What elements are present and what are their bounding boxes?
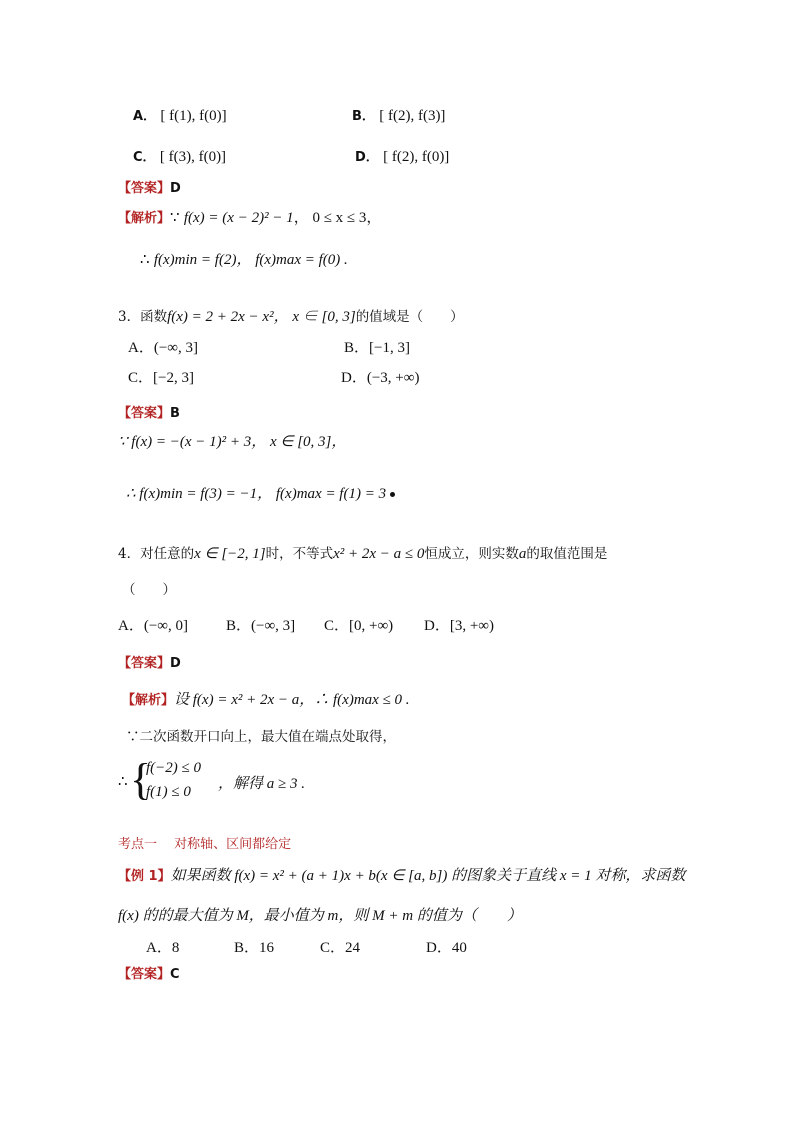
example1-option-b: B．16 xyxy=(234,940,275,956)
q3-option-c: C．[−2, 3] xyxy=(128,370,194,386)
q2-option-a-label: A． xyxy=(133,109,157,124)
q3-stem-math: f(x) = 2 + 2x − x² xyxy=(167,309,274,325)
q3-stem-prefix: 3．函数 xyxy=(118,309,168,325)
q2-option-b xyxy=(352,106,445,127)
q2-analysis-conclusion: f(x)min = f(2)， f(x)max = f(0) . xyxy=(153,252,348,268)
q4-answer xyxy=(118,653,181,674)
q4-answer-tag: 【答案】 xyxy=(118,656,171,671)
q3-answer-tag: 【答案】 xyxy=(118,406,171,421)
q3-stem-domain: ， x ∈ [0, 3] xyxy=(273,309,356,325)
therefore-symbol: ∴ xyxy=(118,774,128,790)
q2-analysis-line1 xyxy=(118,208,381,229)
q3-option-a: A．(−∞, 3] xyxy=(128,340,198,356)
q2-option-a-text: [ f(1), f(0)] xyxy=(160,108,227,124)
q4-option-b: B．(−∞, 3] xyxy=(226,618,296,634)
q3-answer xyxy=(118,403,180,424)
q3-solution-line2-text: ∴ f(x)min = f(3) = −1， f(x)max = f(1) = 3 xyxy=(126,486,387,502)
bullet-dot-icon xyxy=(390,492,395,497)
q4-stem-suffix: 恒成立，则实数 xyxy=(424,546,519,562)
q2-answer xyxy=(118,178,181,199)
example1-line1-text: 如果函数 f(x) = x² + (a + 1)x + b(x ∈ [a, b]) 的图象关于直线 x = 1 对称，求函数 xyxy=(170,868,686,884)
q3-answer-value: B xyxy=(170,406,180,421)
example1-option-d: D．40 xyxy=(426,940,467,956)
therefore-symbol: ∴ xyxy=(140,252,150,268)
q4-paren: （ ） xyxy=(122,582,176,598)
q2-answer-value: D xyxy=(170,181,181,196)
q4-option-d: D．[3, +∞) xyxy=(424,618,494,634)
q2-analysis-line2 xyxy=(140,250,348,270)
section-heading: 考点一 对称轴、区间都给定 xyxy=(118,837,292,852)
q4-analysis-line2: ∵二次函数开口向上，最大值在端点处取得， xyxy=(126,729,396,745)
q2-option-d-text: [ f(2), f(0)] xyxy=(383,149,450,165)
q2-option-c-text: [ f(3), f(0)] xyxy=(159,149,227,165)
q2-option-d xyxy=(355,147,449,168)
q4-stem-mid: 时，不等式 xyxy=(265,546,334,562)
q4-system-bottom: f(1) ≤ 0 xyxy=(146,784,191,800)
q2-option-b-label: B． xyxy=(352,109,375,124)
example1-answer-tag: 【答案】 xyxy=(118,967,171,982)
q3-option-b: B．[−1, 3] xyxy=(344,340,410,356)
example1-option-c: C．24 xyxy=(320,940,361,956)
q2-analysis-cond: ， 0 ≤ x ≤ 3， xyxy=(293,210,382,226)
q2-option-a xyxy=(133,106,227,127)
example1-option-a: A．8 xyxy=(146,940,180,956)
q2-analysis-tag: 【解析】 xyxy=(118,211,171,226)
example1-line1 xyxy=(118,866,685,887)
q4-stem-prefix: 4．对任意的 xyxy=(118,546,195,562)
q4-system-result: ，解得 a ≥ 3 . xyxy=(218,776,305,792)
left-brace-icon: { xyxy=(130,755,152,804)
q3-stem xyxy=(118,307,464,327)
q3-solution-line1: ∵ f(x) = −(x − 1)² + 3， x ∈ [0, 3]， xyxy=(118,434,347,450)
q3-stem-suffix: 的值域是（ ） xyxy=(355,309,464,325)
q4-answer-value: D xyxy=(170,656,181,671)
example1-tag: 【例 1】 xyxy=(118,869,171,884)
q2-option-c xyxy=(133,147,226,168)
q4-stem xyxy=(118,544,607,564)
q4-option-a: A．(−∞, 0] xyxy=(118,618,188,634)
q4-stem-math1: x ∈ [−2, 1] xyxy=(194,546,266,562)
q4-analysis-line1 xyxy=(122,690,410,711)
q4-analysis-line1-text: 设 f(x) = x² + 2x − a，∴ f(x)max ≤ 0 . xyxy=(174,692,410,708)
because-symbol: ∵ xyxy=(170,210,180,226)
q2-analysis-math: f(x) = (x − 2)² − 1 xyxy=(183,210,294,226)
q4-system xyxy=(118,755,418,806)
q4-stem-end: 的取值范围是 xyxy=(526,546,608,562)
example1-line2: f(x) 的的最大值为 M，最小值为 m，则 M + m 的值为（ ） xyxy=(118,908,522,924)
q3-solution-line2 xyxy=(126,484,395,504)
q2-option-d-label: D． xyxy=(355,150,379,165)
q4-system-top: f(−2) ≤ 0 xyxy=(146,760,202,776)
example1-answer-value: C xyxy=(170,967,180,982)
q4-stem-math2: x² + 2x − a ≤ 0 xyxy=(333,546,425,562)
q3-option-d: D．(−3, +∞) xyxy=(341,370,420,386)
q2-answer-tag: 【答案】 xyxy=(118,181,171,196)
q2-option-b-text: [ f(2), f(3)] xyxy=(379,108,446,124)
q4-analysis-tag: 【解析】 xyxy=(122,693,175,708)
q4-stem-var: a xyxy=(518,546,527,562)
q4-option-c: C．[0, +∞) xyxy=(324,618,394,634)
example1-answer xyxy=(118,964,180,985)
q2-option-c-label: C． xyxy=(133,150,156,165)
